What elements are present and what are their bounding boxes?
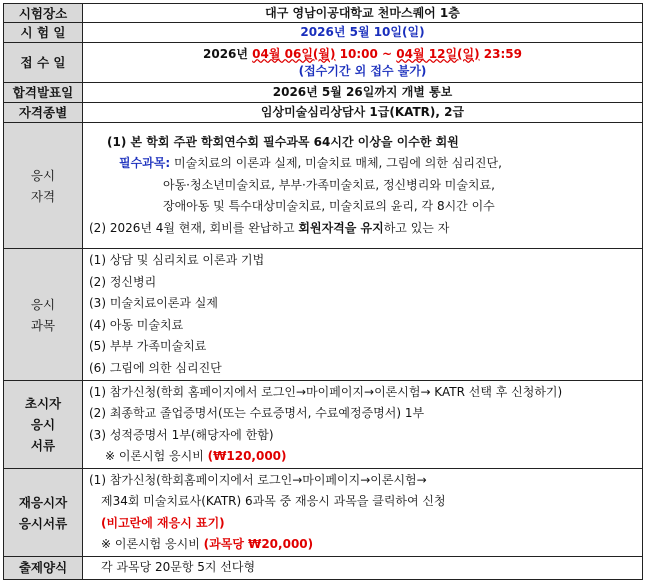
retake-docs-fee: ※ 이론시험 응시비 (과목당 ₩20,000) [101, 537, 314, 551]
eligibility-item-2: (2) 2026년 4월 현재, 회비를 완납하고 회원자격을 유지하고 있는 자 [89, 220, 450, 235]
eligibility-required-line-3: 장애아동 및 특수대상미술치료, 미술치료의 윤리, 각 8시간 이수 [163, 199, 495, 214]
label-first-docs: 초시자 응시 서류 [4, 381, 83, 469]
row-retake-docs [4, 469, 643, 557]
eligibility-item-1: (1) 본 학회 주관 학회연수회 필수과목 64시간 이상을 이수한 회원 [107, 134, 459, 149]
reception-end-date: 04월 12일(일) [396, 46, 480, 61]
value-reception [83, 43, 643, 83]
label-subjects: 응시 과목 [4, 249, 83, 381]
subject-item: (2) 정신병리 [89, 274, 157, 289]
retake-docs-note: (비고란에 재응시 표기) [101, 515, 225, 530]
row-exam-date [4, 23, 643, 43]
retake-docs-item-1: (1) 참가신청(학회홈페이지에서 로그인→마이페이지→이론시험→ [89, 472, 427, 487]
label-certificate: 자격종별 [4, 103, 83, 123]
row-result [4, 83, 643, 103]
eligibility-required-line-1: 필수과목: 미술치료의 이론과 실제, 미술치료 매체, 그림에 의한 심리진단, [119, 156, 502, 171]
subject-item: (1) 상담 및 심리치료 이론과 기법 [89, 253, 265, 267]
value-result: 2026년 5월 26일까지 개별 통보 [83, 83, 643, 103]
reception-note: (접수기간 외 접수 불가) [298, 63, 427, 78]
label-reception: 접 수 일 [4, 43, 83, 83]
reception-period: 2026년 04월 06일(월) 10:00 ~ 04월 12일(일) 23:59 [203, 46, 522, 61]
value-subjects [83, 249, 643, 381]
exam-info-table [3, 3, 643, 580]
reception-start-date: 04월 06일(월) [252, 46, 336, 61]
subject-item: (4) 아동 미술치료 [89, 317, 184, 332]
first-docs-fee: ※ 이론시험 응시비 (₩120,000) [105, 449, 287, 463]
subject-item: (6) 그림에 의한 심리진단 [89, 360, 222, 375]
label-venue: 시험장소 [4, 4, 83, 23]
row-reception [4, 43, 643, 83]
row-first-docs [4, 381, 643, 469]
row-venue [4, 4, 643, 23]
row-certificate [4, 103, 643, 123]
label-result: 합격발표일 [4, 83, 83, 103]
value-exam-date: 2026년 5월 10일(일) [83, 23, 643, 43]
first-docs-item-3: (3) 성적증명서 1부(해당자에 한함) [89, 427, 274, 442]
value-first-docs [83, 381, 643, 469]
retake-docs-fee-amount: (과목당 ₩20,000) [203, 537, 314, 551]
value-format: 각 과목당 20문항 5지 선다형 [83, 557, 643, 580]
eligibility-required-line-2: 아동·청소년미술치료, 부부·가족미술치료, 정신병리와 미술치료, [163, 177, 495, 192]
label-format: 출제양식 [4, 557, 83, 580]
label-eligibility: 응시 자격 [4, 123, 83, 249]
row-eligibility [4, 123, 643, 249]
value-eligibility [83, 123, 643, 249]
first-docs-item-2: (2) 최종학교 졸업증명서(또는 수료증명서, 수료예정증명서) 1부 [89, 406, 425, 420]
subject-item: (5) 부부 가족미술치료 [89, 339, 207, 353]
retake-docs-item-1-cont: 제34회 미술치료사(KATR) 6과목 중 재응시 과목을 클릭하여 신청 [101, 494, 446, 508]
label-retake-docs: 재응시자 응시서류 [4, 469, 83, 557]
label-exam-date: 시 험 일 [4, 23, 83, 43]
first-docs-item-1: (1) 참가신청(학회 홈페이지에서 로그인→마이페이지→이론시험→ KATR 선택 후 신청하기) [89, 384, 563, 399]
required-subjects-label: 필수과목: [119, 156, 171, 171]
first-docs-fee-amount: (₩120,000) [207, 449, 287, 463]
value-certificate: 임상미술심리상담사 1급(KATR), 2급 [83, 103, 643, 123]
row-format [4, 557, 643, 580]
value-retake-docs [83, 469, 643, 557]
value-venue: 대구 영남이공대학교 천마스퀘어 1층 [83, 4, 643, 23]
row-subjects [4, 249, 643, 381]
subject-item: (3) 미술치료이론과 실제 [89, 296, 218, 310]
